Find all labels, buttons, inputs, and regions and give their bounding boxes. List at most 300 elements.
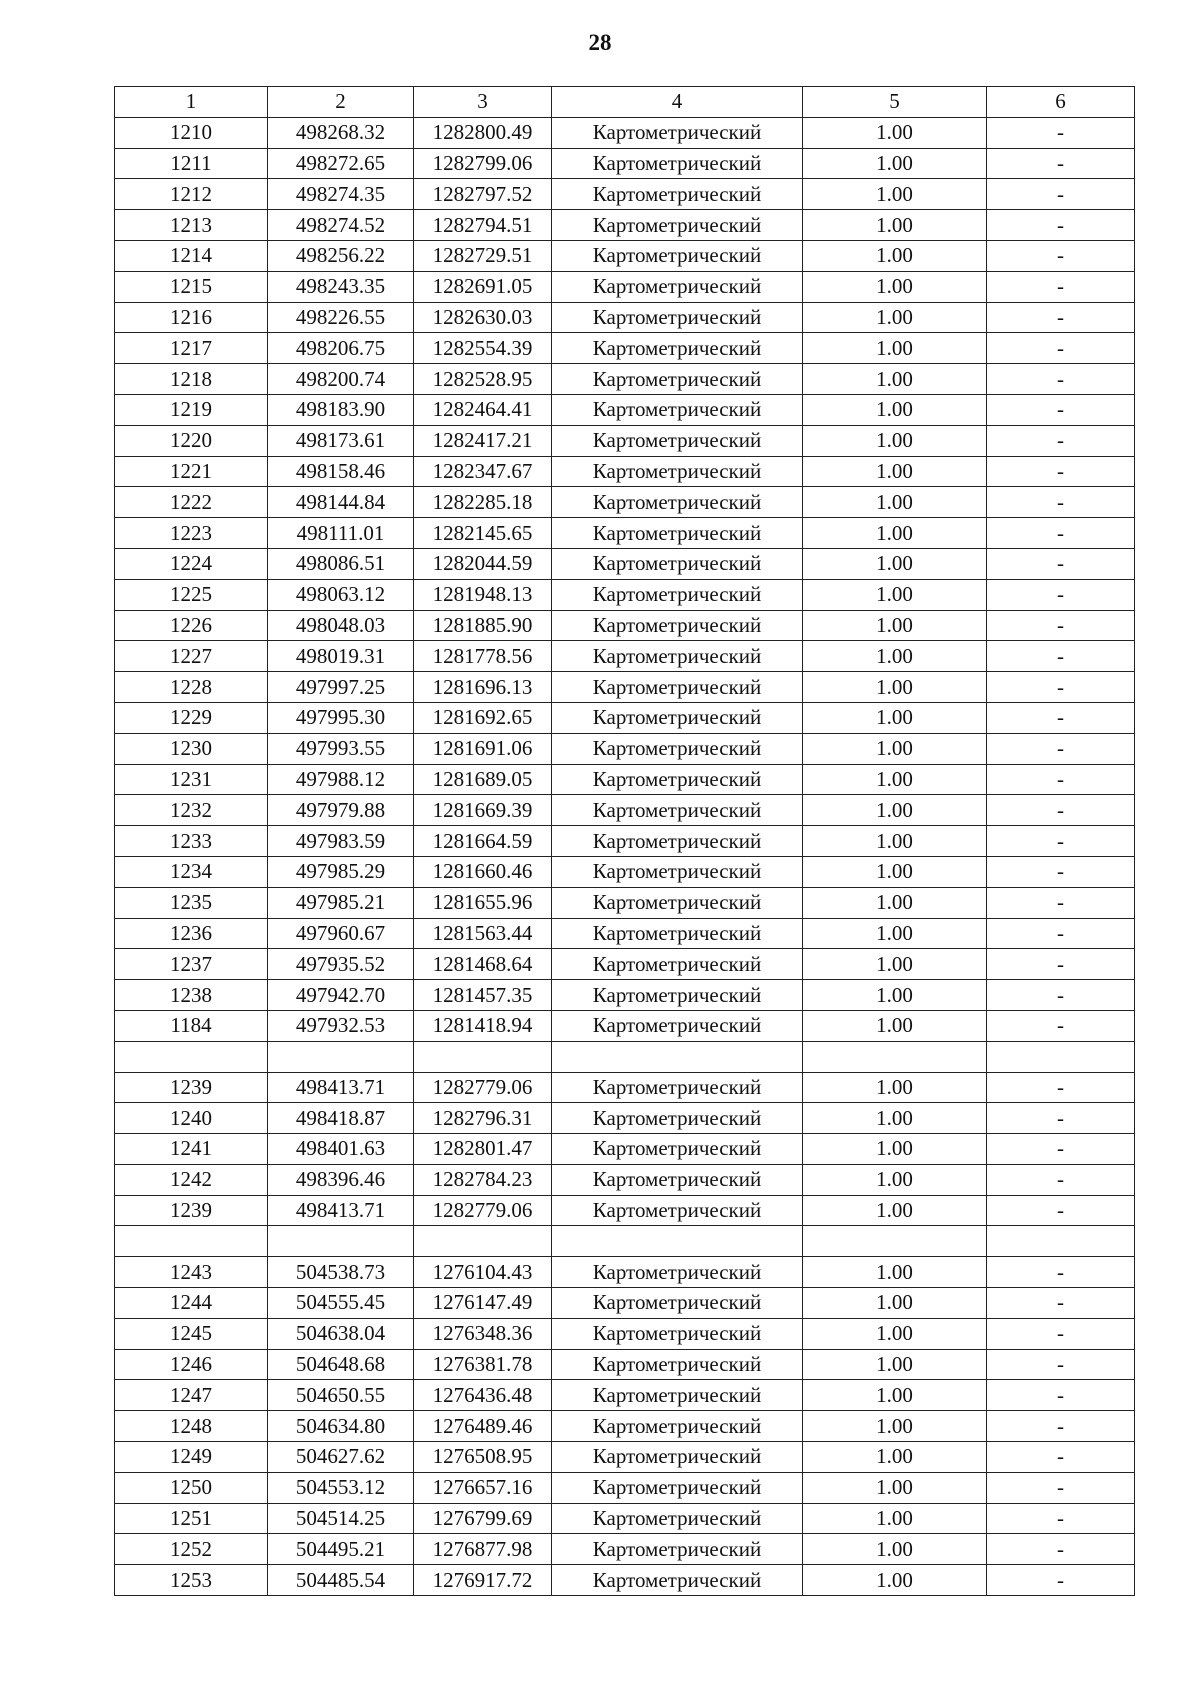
point-number-cell: 1224 xyxy=(115,548,268,579)
y-coordinate-cell: 1281418.94 xyxy=(414,1010,552,1041)
method-cell: Картометрический xyxy=(552,1534,803,1565)
y-coordinate-cell: 1281468.64 xyxy=(414,949,552,980)
x-coordinate-cell: 498243.35 xyxy=(268,271,414,302)
table-row xyxy=(115,179,1135,210)
method-cell: Картометрический xyxy=(552,980,803,1011)
description-cell: - xyxy=(987,271,1135,302)
table-row xyxy=(115,425,1135,456)
accuracy-cell: 1.00 xyxy=(803,1534,987,1565)
point-number-cell: 1243 xyxy=(115,1257,268,1288)
accuracy-cell: 1.00 xyxy=(803,117,987,148)
table-row xyxy=(115,918,1135,949)
point-number-cell: 1221 xyxy=(115,456,268,487)
y-coordinate-cell: 1281655.96 xyxy=(414,887,552,918)
description-cell: - xyxy=(987,1164,1135,1195)
point-number-cell: 1219 xyxy=(115,394,268,425)
table-row xyxy=(115,1318,1135,1349)
method-cell: Картометрический xyxy=(552,949,803,980)
method-cell: Картометрический xyxy=(552,672,803,703)
method-cell: Картометрический xyxy=(552,210,803,241)
x-coordinate-cell: 498272.65 xyxy=(268,148,414,179)
point-number-cell: 1220 xyxy=(115,425,268,456)
point-number-cell: 1210 xyxy=(115,117,268,148)
point-number-cell: 1241 xyxy=(115,1134,268,1165)
y-coordinate-cell: 1281691.06 xyxy=(414,733,552,764)
table-row xyxy=(115,610,1135,641)
x-coordinate-cell: 498396.46 xyxy=(268,1164,414,1195)
method-cell xyxy=(552,1226,803,1257)
method-cell: Картометрический xyxy=(552,795,803,826)
description-cell: - xyxy=(987,795,1135,826)
method-cell: Картометрический xyxy=(552,641,803,672)
x-coordinate-cell: 504627.62 xyxy=(268,1442,414,1473)
accuracy-cell: 1.00 xyxy=(803,1288,987,1319)
point-number-cell: 1239 xyxy=(115,1195,268,1226)
accuracy-cell: 1.00 xyxy=(803,1103,987,1134)
x-coordinate-cell: 498200.74 xyxy=(268,364,414,395)
point-number-cell: 1248 xyxy=(115,1411,268,1442)
accuracy-cell: 1.00 xyxy=(803,487,987,518)
description-cell: - xyxy=(987,702,1135,733)
description-cell: - xyxy=(987,1318,1135,1349)
y-coordinate-cell: 1281948.13 xyxy=(414,579,552,610)
accuracy-cell: 1.00 xyxy=(803,1442,987,1473)
table-row xyxy=(115,641,1135,672)
x-coordinate-cell: 497988.12 xyxy=(268,764,414,795)
accuracy-cell: 1.00 xyxy=(803,302,987,333)
y-coordinate-cell: 1282796.31 xyxy=(414,1103,552,1134)
point-number-cell: 1214 xyxy=(115,240,268,271)
accuracy-cell: 1.00 xyxy=(803,1380,987,1411)
method-cell: Картометрический xyxy=(552,548,803,579)
table-row xyxy=(115,733,1135,764)
y-coordinate-cell: 1282464.41 xyxy=(414,394,552,425)
point-number-cell: 1215 xyxy=(115,271,268,302)
accuracy-cell: 1.00 xyxy=(803,1411,987,1442)
description-cell: - xyxy=(987,456,1135,487)
y-coordinate-cell xyxy=(414,1226,552,1257)
description-cell: - xyxy=(987,333,1135,364)
point-number-cell: 1246 xyxy=(115,1349,268,1380)
x-coordinate-cell: 497960.67 xyxy=(268,918,414,949)
table-row xyxy=(115,1442,1135,1473)
table-row xyxy=(115,1134,1135,1165)
description-cell: - xyxy=(987,302,1135,333)
table-row xyxy=(115,856,1135,887)
accuracy-cell: 1.00 xyxy=(803,425,987,456)
point-number-cell: 1228 xyxy=(115,672,268,703)
table-row xyxy=(115,148,1135,179)
y-coordinate-cell: 1282691.05 xyxy=(414,271,552,302)
description-cell: - xyxy=(987,1103,1135,1134)
description-cell: - xyxy=(987,1411,1135,1442)
table-row xyxy=(115,210,1135,241)
y-coordinate-cell: 1276104.43 xyxy=(414,1257,552,1288)
point-number-cell: 1240 xyxy=(115,1103,268,1134)
y-coordinate-cell: 1281563.44 xyxy=(414,918,552,949)
table-row xyxy=(115,1565,1135,1596)
y-coordinate-cell: 1276508.95 xyxy=(414,1442,552,1473)
point-number-cell: 1211 xyxy=(115,148,268,179)
accuracy-cell: 1.00 xyxy=(803,1195,987,1226)
method-cell: Картометрический xyxy=(552,1503,803,1534)
accuracy-cell: 1.00 xyxy=(803,1349,987,1380)
method-cell: Картометрический xyxy=(552,1411,803,1442)
description-cell: - xyxy=(987,764,1135,795)
method-cell: Картометрический xyxy=(552,1349,803,1380)
accuracy-cell: 1.00 xyxy=(803,1257,987,1288)
accuracy-cell: 1.00 xyxy=(803,733,987,764)
y-coordinate-cell: 1282417.21 xyxy=(414,425,552,456)
point-number-cell: 1222 xyxy=(115,487,268,518)
x-coordinate-cell: 504638.04 xyxy=(268,1318,414,1349)
table-row xyxy=(115,1257,1135,1288)
method-cell: Картометрический xyxy=(552,1472,803,1503)
table-row xyxy=(115,456,1135,487)
description-cell: - xyxy=(987,826,1135,857)
table-row xyxy=(115,487,1135,518)
y-coordinate-cell: 1281778.56 xyxy=(414,641,552,672)
table-row xyxy=(115,364,1135,395)
x-coordinate-cell: 497983.59 xyxy=(268,826,414,857)
accuracy-cell: 1.00 xyxy=(803,1010,987,1041)
description-cell: - xyxy=(987,1134,1135,1165)
description-cell: - xyxy=(987,887,1135,918)
y-coordinate-cell: 1281669.39 xyxy=(414,795,552,826)
point-number-cell: 1252 xyxy=(115,1534,268,1565)
table-row xyxy=(115,1349,1135,1380)
table-body xyxy=(115,117,1135,1595)
table-row xyxy=(115,980,1135,1011)
method-cell: Картометрический xyxy=(552,1134,803,1165)
x-coordinate-cell: 504553.12 xyxy=(268,1472,414,1503)
point-number-cell: 1237 xyxy=(115,949,268,980)
description-cell: - xyxy=(987,179,1135,210)
accuracy-cell: 1.00 xyxy=(803,795,987,826)
point-number-cell: 1249 xyxy=(115,1442,268,1473)
point-number-cell xyxy=(115,1041,268,1072)
x-coordinate-cell: 504555.45 xyxy=(268,1288,414,1319)
description-cell: - xyxy=(987,1442,1135,1473)
method-cell: Картометрический xyxy=(552,764,803,795)
point-number-cell: 1250 xyxy=(115,1472,268,1503)
accuracy-cell: 1.00 xyxy=(803,1503,987,1534)
method-cell: Картометрический xyxy=(552,487,803,518)
table-row xyxy=(115,1010,1135,1041)
point-number-cell: 1213 xyxy=(115,210,268,241)
y-coordinate-cell: 1276877.98 xyxy=(414,1534,552,1565)
method-cell xyxy=(552,1041,803,1072)
accuracy-cell: 1.00 xyxy=(803,148,987,179)
description-cell: - xyxy=(987,949,1135,980)
point-number-cell: 1212 xyxy=(115,179,268,210)
accuracy-cell: 1.00 xyxy=(803,364,987,395)
point-number-cell: 1223 xyxy=(115,518,268,549)
y-coordinate-cell: 1281457.35 xyxy=(414,980,552,1011)
table-row xyxy=(115,1534,1135,1565)
description-cell: - xyxy=(987,641,1135,672)
accuracy-cell: 1.00 xyxy=(803,641,987,672)
point-number-cell: 1253 xyxy=(115,1565,268,1596)
x-coordinate-cell: 498226.55 xyxy=(268,302,414,333)
y-coordinate-cell: 1276917.72 xyxy=(414,1565,552,1596)
table-row xyxy=(115,826,1135,857)
x-coordinate-cell: 498418.87 xyxy=(268,1103,414,1134)
description-cell: - xyxy=(987,1349,1135,1380)
x-coordinate-cell xyxy=(268,1041,414,1072)
y-coordinate-cell: 1276381.78 xyxy=(414,1349,552,1380)
method-cell: Картометрический xyxy=(552,333,803,364)
accuracy-cell: 1.00 xyxy=(803,949,987,980)
description-cell: - xyxy=(987,918,1135,949)
point-number-cell: 1232 xyxy=(115,795,268,826)
table-row xyxy=(115,1380,1135,1411)
description-cell: - xyxy=(987,425,1135,456)
description-cell: - xyxy=(987,518,1135,549)
y-coordinate-cell: 1282784.23 xyxy=(414,1164,552,1195)
y-coordinate-cell: 1282729.51 xyxy=(414,240,552,271)
x-coordinate-cell: 498173.61 xyxy=(268,425,414,456)
x-coordinate-cell: 498256.22 xyxy=(268,240,414,271)
x-coordinate-cell: 504648.68 xyxy=(268,1349,414,1380)
y-coordinate-cell: 1281664.59 xyxy=(414,826,552,857)
table-row xyxy=(115,1103,1135,1134)
x-coordinate-cell: 498063.12 xyxy=(268,579,414,610)
method-cell: Картометрический xyxy=(552,518,803,549)
accuracy-cell: 1.00 xyxy=(803,1565,987,1596)
point-number-cell: 1233 xyxy=(115,826,268,857)
method-cell: Картометрический xyxy=(552,148,803,179)
x-coordinate-cell: 497985.21 xyxy=(268,887,414,918)
table-row xyxy=(115,548,1135,579)
y-coordinate-cell: 1282554.39 xyxy=(414,333,552,364)
method-cell: Картометрический xyxy=(552,425,803,456)
accuracy-cell: 1.00 xyxy=(803,179,987,210)
accuracy-cell: 1.00 xyxy=(803,856,987,887)
column-header-5: 5 xyxy=(803,87,987,118)
description-cell: - xyxy=(987,980,1135,1011)
point-number-cell: 1234 xyxy=(115,856,268,887)
x-coordinate-cell: 497985.29 xyxy=(268,856,414,887)
table-row xyxy=(115,1503,1135,1534)
y-coordinate-cell: 1276436.48 xyxy=(414,1380,552,1411)
description-cell: - xyxy=(987,1195,1135,1226)
description-cell: - xyxy=(987,1534,1135,1565)
description-cell: - xyxy=(987,364,1135,395)
description-cell: - xyxy=(987,1565,1135,1596)
accuracy-cell: 1.00 xyxy=(803,672,987,703)
x-coordinate-cell: 498183.90 xyxy=(268,394,414,425)
description-cell: - xyxy=(987,548,1135,579)
x-coordinate-cell: 498144.84 xyxy=(268,487,414,518)
x-coordinate-cell: 504650.55 xyxy=(268,1380,414,1411)
accuracy-cell: 1.00 xyxy=(803,980,987,1011)
method-cell: Картометрический xyxy=(552,271,803,302)
x-coordinate-cell: 497932.53 xyxy=(268,1010,414,1041)
accuracy-cell: 1.00 xyxy=(803,918,987,949)
coordinates-table xyxy=(114,86,1135,1596)
x-coordinate-cell: 504538.73 xyxy=(268,1257,414,1288)
description-cell: - xyxy=(987,856,1135,887)
table-row xyxy=(115,1195,1135,1226)
method-cell: Картометрический xyxy=(552,887,803,918)
method-cell: Картометрический xyxy=(552,179,803,210)
page-number: 28 xyxy=(588,30,612,55)
method-cell: Картометрический xyxy=(552,1164,803,1195)
point-number-cell: 1227 xyxy=(115,641,268,672)
accuracy-cell: 1.00 xyxy=(803,240,987,271)
separator-row xyxy=(115,1226,1135,1257)
point-number-cell: 1231 xyxy=(115,764,268,795)
point-number-cell: 1230 xyxy=(115,733,268,764)
y-coordinate-cell: 1281696.13 xyxy=(414,672,552,703)
method-cell: Картометрический xyxy=(552,702,803,733)
table-row xyxy=(115,579,1135,610)
point-number-cell: 1216 xyxy=(115,302,268,333)
description-cell: - xyxy=(987,148,1135,179)
description-cell: - xyxy=(987,394,1135,425)
table-row xyxy=(115,672,1135,703)
description-cell: - xyxy=(987,1072,1135,1103)
column-header-6: 6 xyxy=(987,87,1135,118)
point-number-cell: 1244 xyxy=(115,1288,268,1319)
x-coordinate-cell: 504634.80 xyxy=(268,1411,414,1442)
description-cell: - xyxy=(987,117,1135,148)
method-cell: Картометрический xyxy=(552,456,803,487)
point-number-cell: 1239 xyxy=(115,1072,268,1103)
column-header-2: 2 xyxy=(268,87,414,118)
method-cell: Картометрический xyxy=(552,117,803,148)
table-row xyxy=(115,117,1135,148)
x-coordinate-cell: 504495.21 xyxy=(268,1534,414,1565)
y-coordinate-cell: 1282779.06 xyxy=(414,1072,552,1103)
y-coordinate-cell: 1276657.16 xyxy=(414,1472,552,1503)
y-coordinate-cell: 1282799.06 xyxy=(414,148,552,179)
method-cell: Картометрический xyxy=(552,1103,803,1134)
description-cell: - xyxy=(987,210,1135,241)
point-number-cell: 1235 xyxy=(115,887,268,918)
description-cell: - xyxy=(987,579,1135,610)
table-row xyxy=(115,518,1135,549)
y-coordinate-cell: 1281885.90 xyxy=(414,610,552,641)
method-cell: Картометрический xyxy=(552,364,803,395)
description-cell: - xyxy=(987,1257,1135,1288)
y-coordinate-cell: 1282528.95 xyxy=(414,364,552,395)
accuracy-cell: 1.00 xyxy=(803,610,987,641)
method-cell: Картометрический xyxy=(552,856,803,887)
column-header-1: 1 xyxy=(115,87,268,118)
separator-row xyxy=(115,1041,1135,1072)
description-cell: - xyxy=(987,487,1135,518)
accuracy-cell: 1.00 xyxy=(803,210,987,241)
y-coordinate-cell: 1282801.47 xyxy=(414,1134,552,1165)
accuracy-cell: 1.00 xyxy=(803,1318,987,1349)
description-cell xyxy=(987,1041,1135,1072)
description-cell: - xyxy=(987,610,1135,641)
y-coordinate-cell: 1281689.05 xyxy=(414,764,552,795)
table-row xyxy=(115,887,1135,918)
accuracy-cell: 1.00 xyxy=(803,764,987,795)
description-cell: - xyxy=(987,240,1135,271)
point-number-cell: 1238 xyxy=(115,980,268,1011)
method-cell: Картометрический xyxy=(552,1072,803,1103)
table-row xyxy=(115,271,1135,302)
x-coordinate-cell: 497935.52 xyxy=(268,949,414,980)
point-number-cell: 1251 xyxy=(115,1503,268,1534)
y-coordinate-cell: 1282145.65 xyxy=(414,518,552,549)
accuracy-cell: 1.00 xyxy=(803,579,987,610)
x-coordinate-cell: 498413.71 xyxy=(268,1195,414,1226)
y-coordinate-cell: 1276489.46 xyxy=(414,1411,552,1442)
point-number-cell xyxy=(115,1226,268,1257)
method-cell: Картометрический xyxy=(552,1010,803,1041)
description-cell: - xyxy=(987,1380,1135,1411)
point-number-cell: 1225 xyxy=(115,579,268,610)
accuracy-cell: 1.00 xyxy=(803,1134,987,1165)
accuracy-cell: 1.00 xyxy=(803,1472,987,1503)
y-coordinate-cell xyxy=(414,1041,552,1072)
accuracy-cell: 1.00 xyxy=(803,1072,987,1103)
x-coordinate-cell: 504485.54 xyxy=(268,1565,414,1596)
method-cell: Картометрический xyxy=(552,918,803,949)
x-coordinate-cell: 498048.03 xyxy=(268,610,414,641)
y-coordinate-cell: 1276799.69 xyxy=(414,1503,552,1534)
table-row xyxy=(115,795,1135,826)
x-coordinate-cell: 498086.51 xyxy=(268,548,414,579)
description-cell: - xyxy=(987,1472,1135,1503)
description-cell xyxy=(987,1226,1135,1257)
x-coordinate-cell: 498158.46 xyxy=(268,456,414,487)
method-cell: Картометрический xyxy=(552,826,803,857)
description-cell: - xyxy=(987,672,1135,703)
table-row xyxy=(115,949,1135,980)
x-coordinate-cell: 497995.30 xyxy=(268,702,414,733)
point-number-cell: 1217 xyxy=(115,333,268,364)
table-row xyxy=(115,394,1135,425)
x-coordinate-cell: 498413.71 xyxy=(268,1072,414,1103)
accuracy-cell xyxy=(803,1041,987,1072)
accuracy-cell: 1.00 xyxy=(803,826,987,857)
method-cell: Картометрический xyxy=(552,394,803,425)
x-coordinate-cell xyxy=(268,1226,414,1257)
table-row xyxy=(115,1072,1135,1103)
y-coordinate-cell: 1276348.36 xyxy=(414,1318,552,1349)
point-number-cell: 1229 xyxy=(115,702,268,733)
x-coordinate-cell: 497942.70 xyxy=(268,980,414,1011)
y-coordinate-cell: 1282794.51 xyxy=(414,210,552,241)
y-coordinate-cell: 1282779.06 xyxy=(414,1195,552,1226)
point-number-cell: 1247 xyxy=(115,1380,268,1411)
method-cell: Картометрический xyxy=(552,1318,803,1349)
method-cell: Картометрический xyxy=(552,579,803,610)
x-coordinate-cell: 498274.35 xyxy=(268,179,414,210)
x-coordinate-cell: 497997.25 xyxy=(268,672,414,703)
y-coordinate-cell: 1281692.65 xyxy=(414,702,552,733)
accuracy-cell: 1.00 xyxy=(803,333,987,364)
y-coordinate-cell: 1282630.03 xyxy=(414,302,552,333)
method-cell: Картометрический xyxy=(552,1442,803,1473)
x-coordinate-cell: 498206.75 xyxy=(268,333,414,364)
x-coordinate-cell: 498019.31 xyxy=(268,641,414,672)
method-cell: Картометрический xyxy=(552,1195,803,1226)
accuracy-cell: 1.00 xyxy=(803,394,987,425)
method-cell: Картометрический xyxy=(552,733,803,764)
accuracy-cell: 1.00 xyxy=(803,518,987,549)
point-number-cell: 1226 xyxy=(115,610,268,641)
point-number-cell: 1184 xyxy=(115,1010,268,1041)
accuracy-cell: 1.00 xyxy=(803,456,987,487)
table-row xyxy=(115,302,1135,333)
